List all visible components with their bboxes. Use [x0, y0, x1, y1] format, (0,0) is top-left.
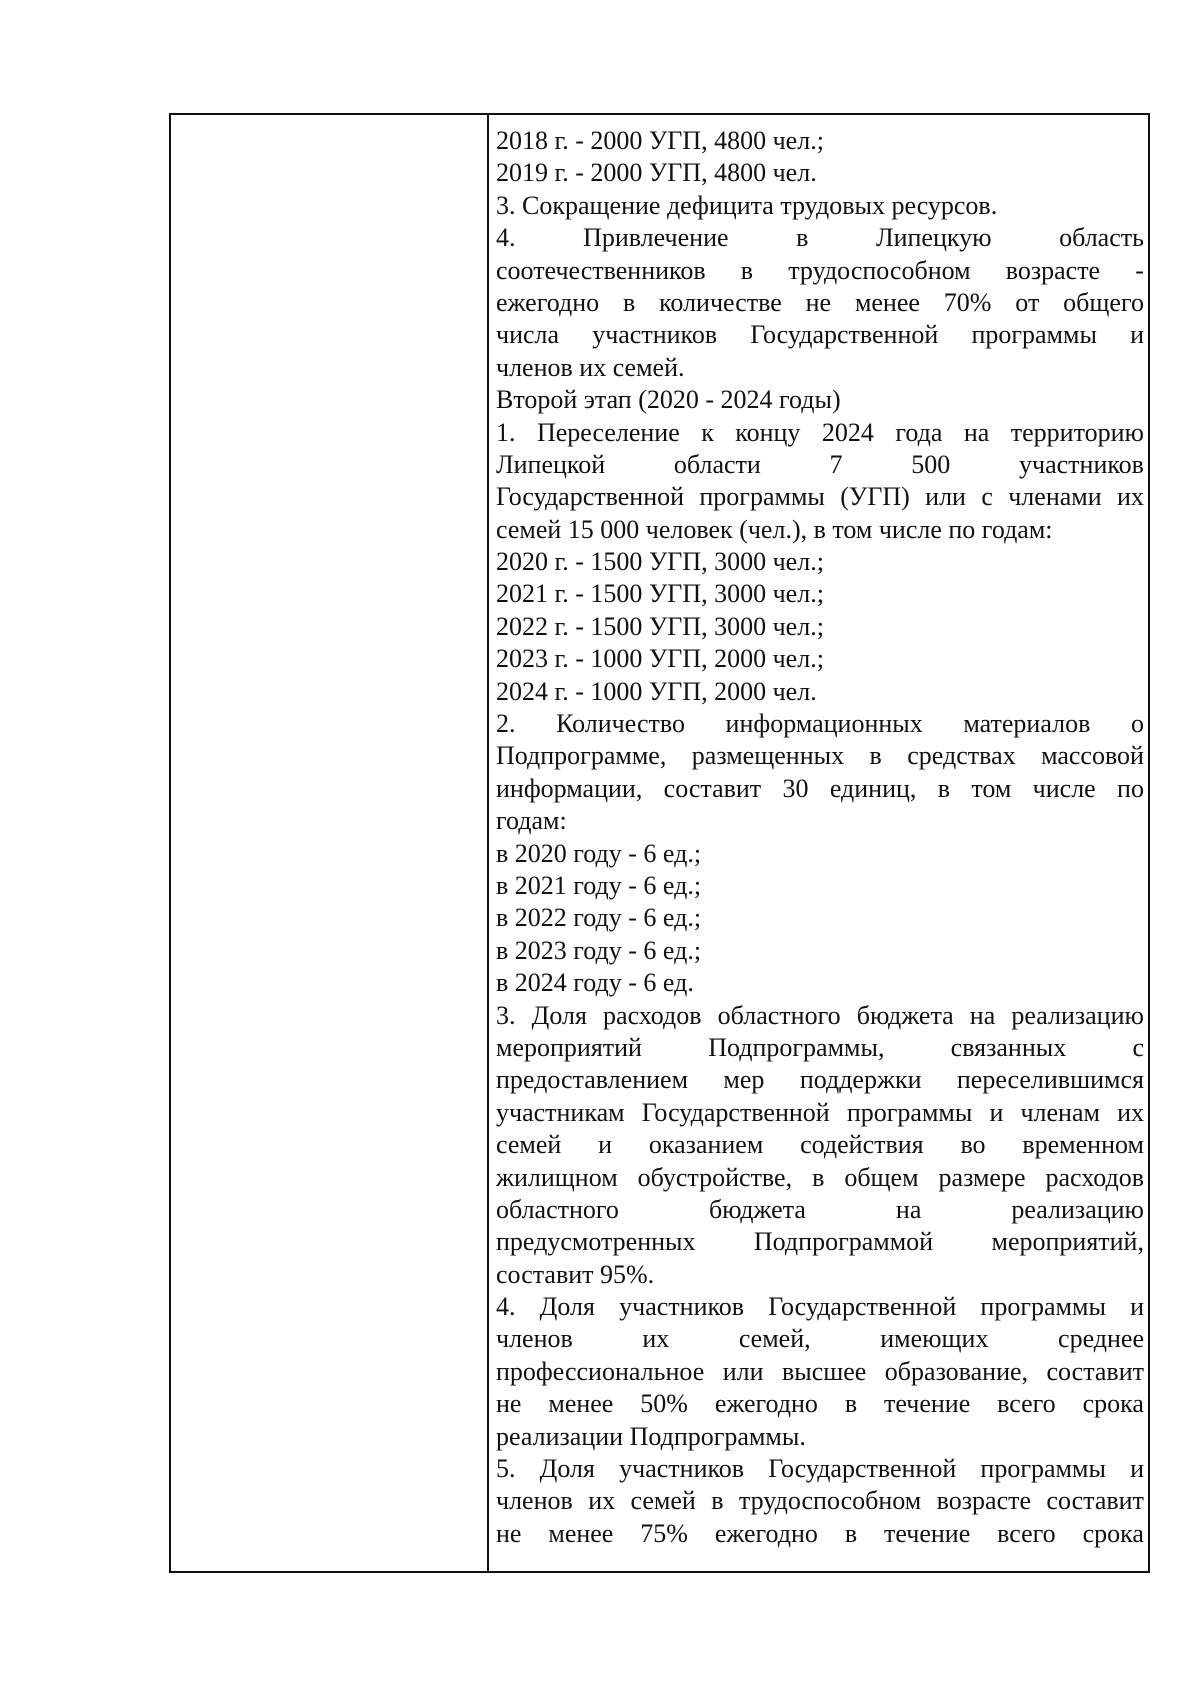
text-line: в 2024 году - 6 ед. — [496, 968, 694, 998]
text-line: предоставлением мер поддержки переселившимся — [496, 1065, 1144, 1095]
text-line: в 2020 году - 6 ед.; — [496, 838, 702, 868]
table-right-cell — [496, 125, 1144, 1565]
text-line: жилищном обустройстве, в общем размере расходов — [496, 1162, 1144, 1192]
text-line: составит 95%. — [496, 1259, 655, 1289]
text-line: Государственной программы (УГП) или с членами их — [496, 482, 1144, 512]
text-line: семей и оказанием содействия во временном — [496, 1130, 1144, 1160]
table-left-cell — [171, 115, 487, 1571]
text-line: Подпрограмме, размещенных в средствах массовой — [496, 741, 1144, 771]
text-line: 2020 г. - 1500 УГП, 3000 чел.; — [496, 547, 824, 577]
text-line: участникам Государственной программы и членам их — [496, 1097, 1144, 1127]
text-line: членов их семей в трудоспособном возрасте составит — [496, 1486, 1144, 1516]
text-line: не менее 50% ежегодно в течение всего срока — [496, 1389, 1144, 1419]
text-line: Второй этап (2020 - 2024 годы) — [496, 385, 841, 415]
text-line: профессиональное или высшее образование, составит — [496, 1356, 1144, 1386]
text-line: реализации Подпрограммы. — [496, 1421, 806, 1451]
text-line: в 2021 году - 6 ед.; — [496, 870, 702, 900]
text-line: 2023 г. - 1000 УГП, 2000 чел.; — [496, 644, 824, 674]
text-line: 1. Переселение к концу 2024 года на территорию — [496, 417, 1144, 447]
text-line: мероприятий Подпрограммы, связанных с — [496, 1032, 1144, 1062]
text-line: 2019 г. - 2000 УГП, 4800 чел. — [496, 158, 817, 188]
text-line: 5. Доля участников Государственной программы и — [496, 1454, 1144, 1484]
text-line: соотечественников в трудоспособном возрасте - — [496, 255, 1144, 285]
text-line: числа участников Государственной программы и — [496, 320, 1144, 350]
text-line: 4. Доля участников Государственной программы и — [496, 1292, 1144, 1322]
text-line: членов их семей, имеющих среднее — [496, 1324, 1144, 1354]
text-line: 2022 г. - 1500 УГП, 3000 чел.; — [496, 611, 824, 641]
column-divider — [487, 113, 489, 1573]
text-line: 2018 г. - 2000 УГП, 4800 чел.; — [496, 126, 824, 155]
text-line: 2021 г. - 1500 УГП, 3000 чел.; — [496, 579, 824, 609]
text-line: областного бюджета на реализацию — [496, 1194, 1144, 1224]
text-line: семей 15 000 человек (чел.), в том числе по годам: — [496, 514, 1053, 544]
text-line: в 2022 году - 6 ед.; — [496, 903, 702, 933]
text-line: членов их семей. — [496, 352, 685, 382]
text-line: ежегодно в количестве не менее 70% от общего — [496, 287, 1144, 317]
text-line: предусмотренных Подпрограммой мероприятий, — [496, 1227, 1144, 1257]
text-line: 2. Количество информационных материалов о — [496, 709, 1144, 739]
text-line: не менее 75% ежегодно в течение всего срока — [496, 1518, 1144, 1548]
text-line: 3. Сокращение дефицита трудовых ресурсов. — [496, 190, 998, 220]
text-line: в 2023 году - 6 ед.; — [496, 935, 702, 965]
text-line: 3. Доля расходов областного бюджета на реализацию — [496, 1000, 1144, 1030]
text-line: информации, составит 30 единиц, в том числе по — [496, 773, 1144, 803]
text-line: годам: — [496, 806, 567, 836]
text-line: 2024 г. - 1000 УГП, 2000 чел. — [496, 676, 817, 706]
text-line: 4. Привлечение в Липецкую область — [496, 223, 1144, 253]
text-line: Липецкой области 7 500 участников — [496, 449, 1144, 479]
